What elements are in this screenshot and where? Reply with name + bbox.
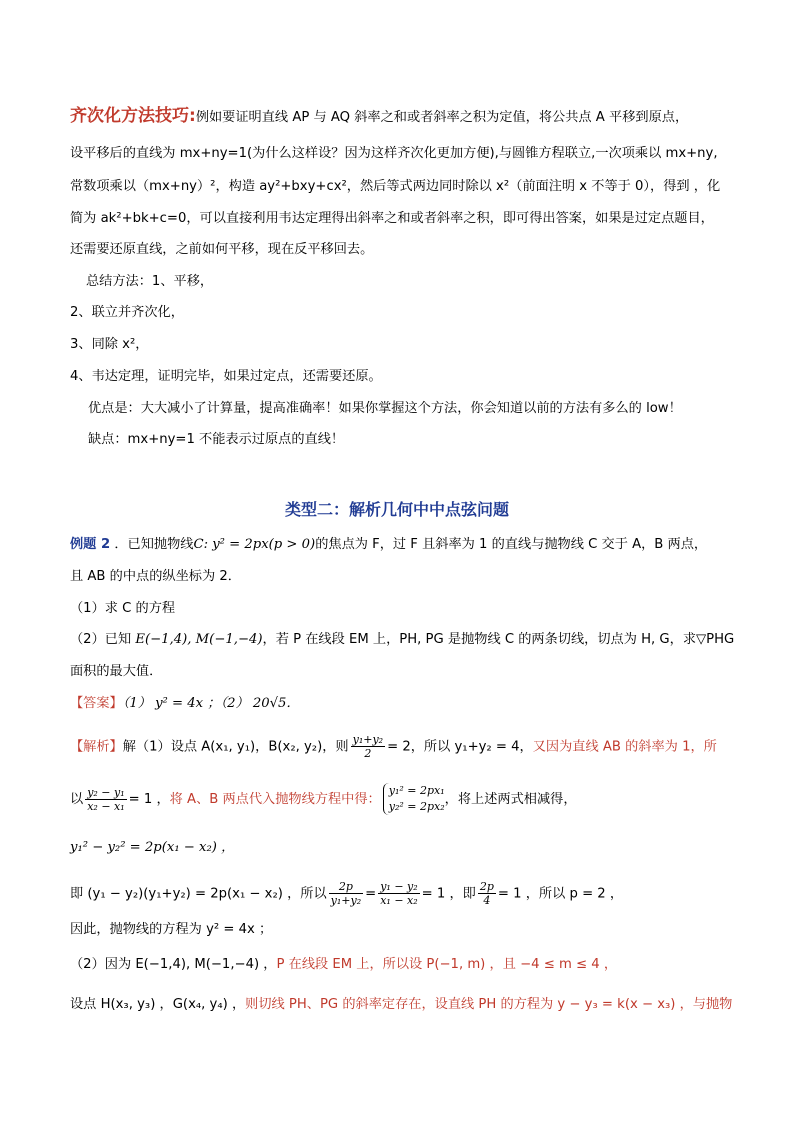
parabola-equation: C: y² = 2px(p > 0) [193, 537, 316, 552]
fraction-denominator: x₂ − x₁ [87, 799, 125, 813]
fraction [351, 733, 385, 760]
intro-line-5: 还需要还原直线，之前如何平移，现在反平移回去。 [70, 242, 374, 257]
intro-text-1: 例如要证明直线 AP 与 AQ 斜率之和或者斜率之积为定值，将公共点 A 平移到原点， [195, 110, 689, 125]
analysis-text: = 1 ，所以 p = 2 ， [497, 886, 624, 902]
points-em: E(−1,4), M(−1,−4) [135, 632, 263, 647]
analysis-label: 【解析】 [70, 739, 123, 755]
intro-line-4: 简为 ak²+bk+c=0，可以直接利用韦达定理得出斜率之和或者斜率之积，即可得出答案，如果是过定点题目， [70, 211, 714, 226]
analysis-line-3: y₁² − y₂² = 2p(x₁ − x₂) ， [70, 840, 235, 855]
analysis-text: 设点 H(x₃, y₃) ，G(x₄, y₄) ， [70, 997, 246, 1012]
analysis-line-1 [70, 733, 717, 760]
example-label: 例题 2 [70, 537, 111, 552]
question-text: ，若 P 在线段 EM 上，PH, PG 是抛物线 C 的两条切线，切点为 H, G，求▽PHG [262, 632, 735, 647]
summary-line-3: 3、同除 x²， [70, 337, 149, 352]
example-text: ．已知抛物线 [110, 537, 194, 552]
system-eq-2: y₂² = 2px₂ [388, 800, 445, 813]
intro-line-1 [70, 106, 688, 128]
analysis-text: = [365, 886, 377, 902]
analysis-text: 解（1）设点 A(x₁, y₁)，B(x₂, y₂)，则 [122, 739, 349, 755]
equation-system [383, 783, 445, 815]
summary-line-4: 4、韦达定理，证明完毕，如果过定点，还需要还原。 [70, 369, 382, 384]
analysis-text-red: 又因为直线 AB 的斜率为 1，所 [532, 739, 717, 755]
summary-line-1: 总结方法：1、平移， [86, 274, 214, 289]
fraction [478, 880, 496, 907]
analysis-text: ，将上述两式相减得， [444, 792, 577, 807]
example-line-2: 且 AB 的中点的纵坐标为 2． [70, 569, 241, 584]
fraction [329, 880, 363, 907]
method-heading: 齐次化方法技巧: [70, 106, 196, 126]
intro-line-2: 设平移后的直线为 mx+ny=1(为什么这样设？因为这样齐次化更加方便),与圆锥方程联立,一次项乘以 mx+ny, [70, 146, 718, 161]
fraction [85, 786, 126, 813]
analysis-text-red: P 在线段 EM 上，所以设 P(−1, m) ，且 −4 ≤ m ≤ 4 ， [276, 957, 618, 972]
analysis-text: 即 (y₁ − y₂)(y₁+y₂) = 2p(x₁ − x₂) ，所以 [70, 886, 327, 902]
analysis-text: = 1 ， [128, 792, 170, 807]
analysis-text-red: 将 A、B 两点代入抛物线方程中得： [169, 792, 381, 807]
section-title: 类型二：解析几何中中点弦问题 [284, 500, 509, 519]
fraction-numerator: y₁+y₂ [352, 733, 384, 746]
intro-line-3: 常数项乘以（mx+ny）²，构造 ay²+bxy+cx²，然后等式两边同时除以 x²（前面注明 x 不等于 0），得到 ，化 [70, 179, 721, 194]
analysis-text: （2）因为 E(−1,4), M(−1,−4) ， [70, 957, 277, 972]
question-2-cont: 面积的最大值． [70, 664, 163, 679]
example-line-1 [70, 535, 707, 555]
fraction-denominator: 4 [483, 894, 491, 907]
fraction-numerator: y₁ − y₂ [380, 880, 418, 893]
analysis-line-2 [70, 783, 577, 815]
fraction [378, 880, 419, 907]
analysis-text: = 2，所以 y₁+y₂ = 4， [387, 739, 533, 755]
analysis-text: = 1 ，即 [421, 886, 476, 902]
fraction-numerator: 2p [479, 880, 494, 893]
answer-text: （1） y² = 4x ；（2） 20√5． [122, 696, 300, 711]
question-text: （2）已知 [70, 632, 136, 647]
analysis-line-5: 因此，抛物线的方程为 y² = 4x ； [70, 922, 273, 937]
fraction-numerator: 2p [329, 880, 363, 894]
analysis-text: 以 [70, 792, 84, 807]
advantage-line: 优点是：大大减小了计算量，提高准确率！如果你掌握这个方法，你会知道以前的方法有多么的 low！ [88, 401, 682, 416]
system-eq-1: y₁² = 2px₁ [388, 784, 445, 797]
summary-line-2: 2、联立并齐次化， [70, 305, 184, 320]
analysis-line-7 [70, 995, 732, 1015]
question-1: （1）求 C 的方程 [70, 601, 176, 616]
answer-label: 【答案】 [70, 696, 123, 711]
analysis-line-4 [70, 880, 623, 907]
example-text: 的焦点为 F，过 F 且斜率为 1 的直线与抛物线 C 交于 A，B 两点， [315, 537, 708, 552]
disadvantage-line: 缺点：mx+ny=1 不能表示过原点的直线！ [88, 432, 345, 447]
analysis-line-6 [70, 955, 617, 975]
fraction-numerator: y₂ − y₁ [87, 785, 125, 799]
question-2 [70, 630, 734, 650]
fraction-denominator: 2 [364, 747, 372, 760]
fraction-denominator: y₁+y₂ [330, 894, 362, 907]
analysis-text-red: 则切线 PH、PG 的斜率定存在，设直线 PH 的方程为 y − y₃ = k(x − x₃) ，与抛物 [245, 997, 733, 1012]
fraction-denominator: x₁ − x₂ [380, 894, 418, 907]
answer-line [70, 694, 300, 714]
